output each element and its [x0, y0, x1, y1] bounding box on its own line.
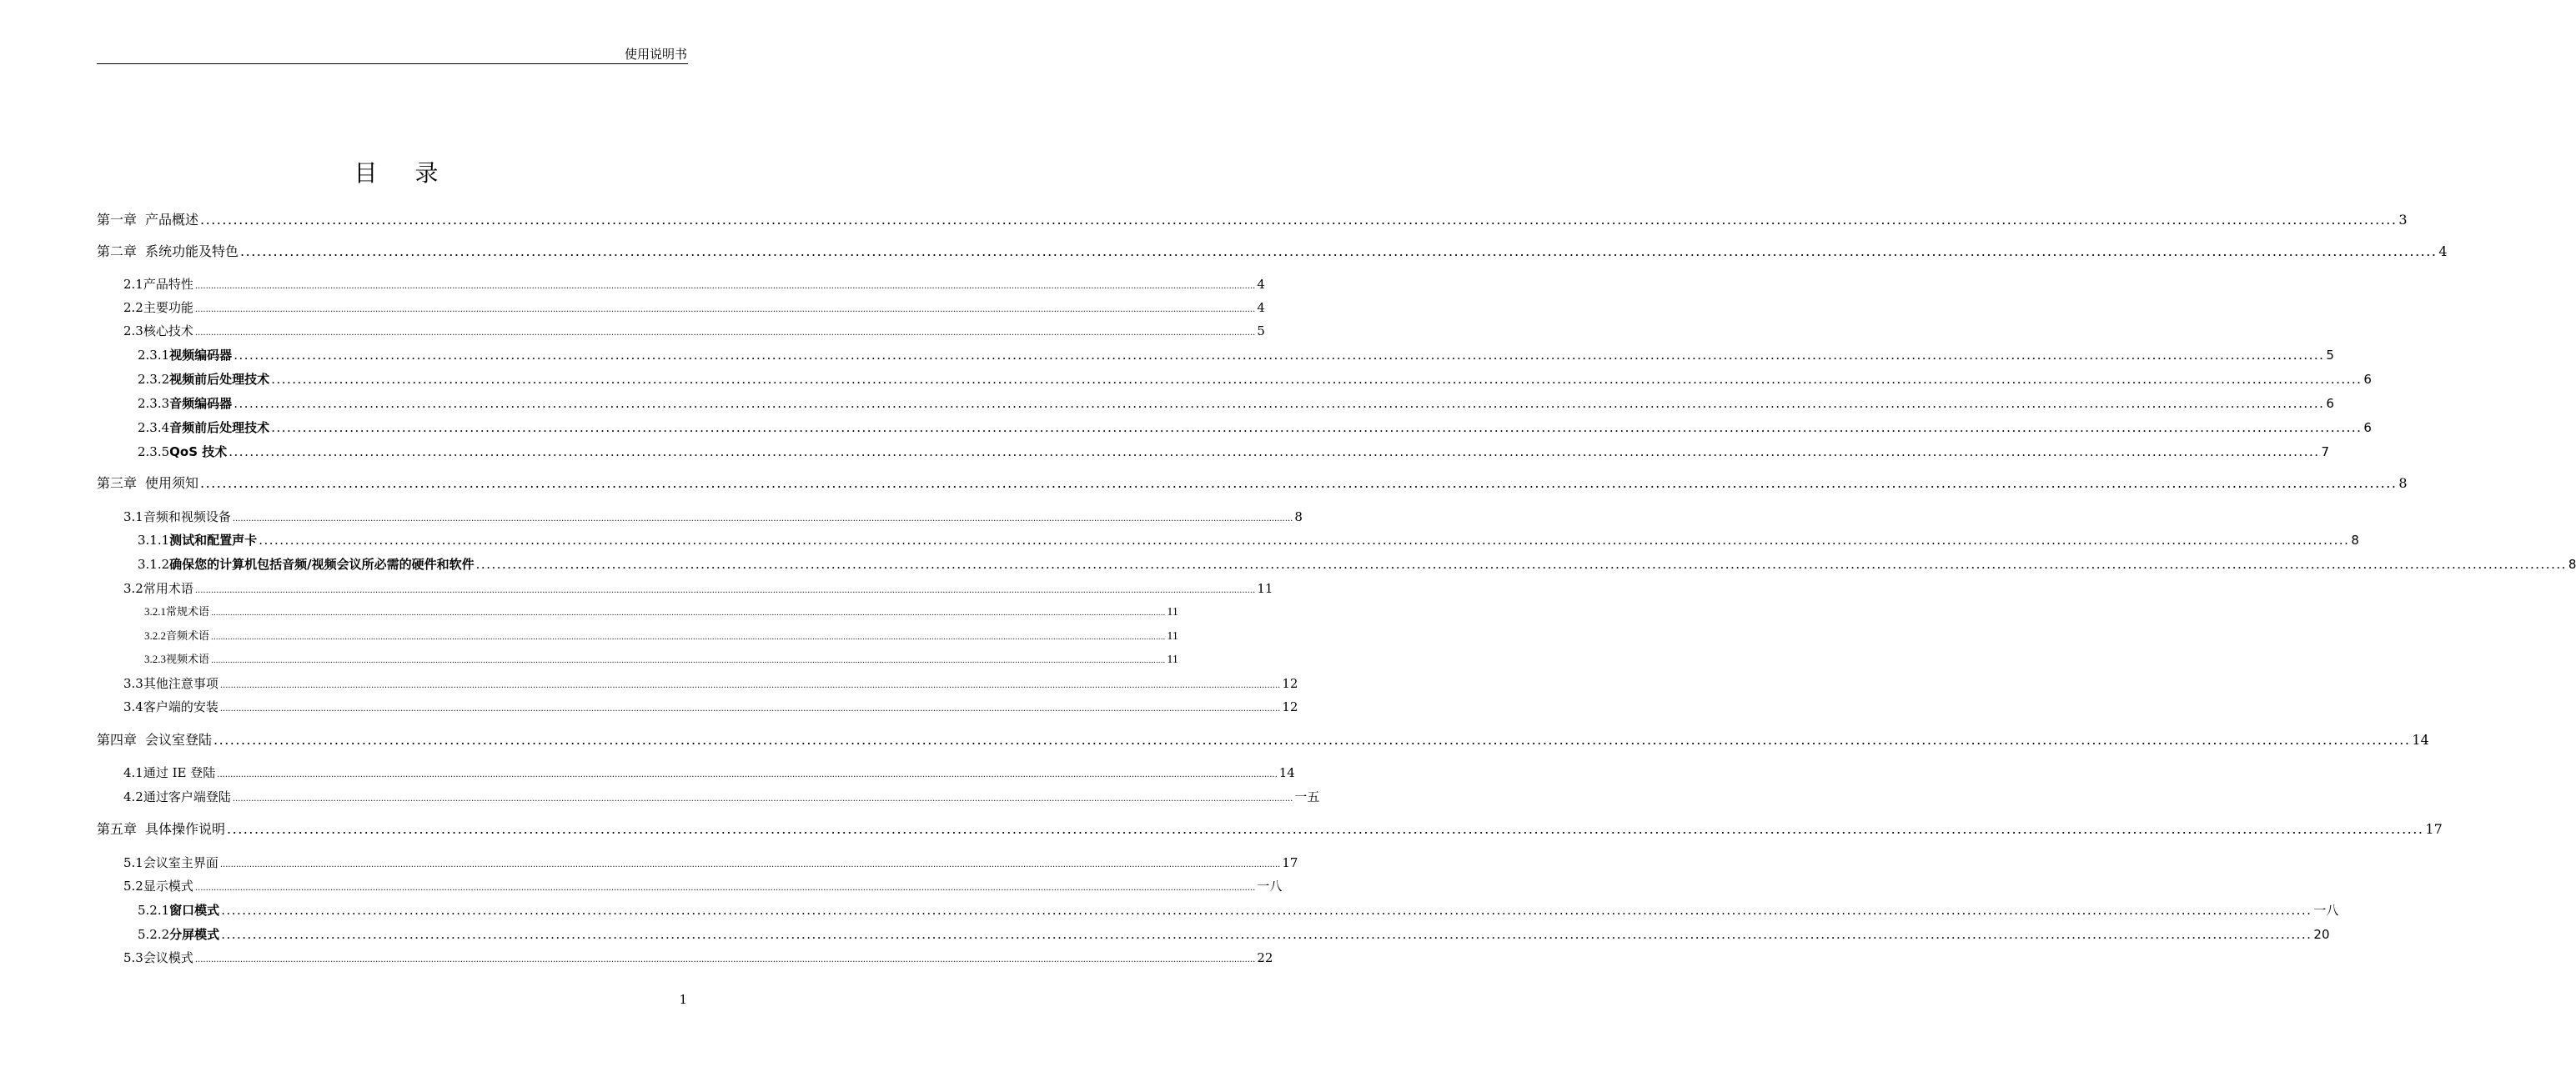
toc-entry-number: 3.4 — [123, 699, 143, 714]
toc-entry-number: 3.1.2 — [138, 557, 170, 572]
toc-entry-page: 17 — [1282, 855, 1298, 870]
toc-dot-leader: ................................................................................................................................................................................................................................................................................................................................................................................................................ — [228, 444, 2320, 459]
toc-entry[interactable] — [123, 948, 1273, 968]
toc-entry-page: 6 — [2363, 372, 2372, 387]
toc-entry-title: 常规术语 — [166, 606, 210, 619]
toc-dot-leader: ................................................................................................................................................................................................................................................................................................................................................................................................................ — [259, 533, 2350, 548]
toc-entry[interactable] — [138, 530, 2359, 550]
toc-entry[interactable] — [97, 730, 2429, 750]
toc-entry[interactable] — [138, 418, 2372, 438]
toc-entry-page: 11 — [1167, 654, 1178, 666]
toc-entry-title: 测试和配置声卡 — [169, 533, 258, 548]
toc-entry-page: 11 — [1257, 581, 1273, 596]
toc-dot-leader: ................................................................................................................................................................................................................................................................................................................................................................................................................ — [200, 475, 2398, 491]
toc-entry[interactable] — [123, 787, 1320, 807]
toc-entry[interactable] — [138, 345, 2334, 365]
toc-entry-page: 14 — [1278, 765, 1295, 780]
toc-entry-number: 5.2.1 — [138, 903, 170, 918]
toc-entry-number: 3.2.1 — [144, 605, 166, 618]
toc-entry-title: 分屏模式 — [169, 927, 220, 942]
toc-entry-title: 常用术语 — [143, 581, 193, 596]
toc-entry-title: QoS 技术 — [169, 444, 228, 459]
toc-entry[interactable] — [144, 602, 1178, 622]
toc-entry-page: 一八 — [2313, 903, 2339, 918]
toc-dot-leader: ................................................................................................................................................................................................................................................................................................................................................................................................................ — [227, 821, 2424, 837]
toc-entry-page: 一五 — [1294, 789, 1320, 804]
toc-entry-number: 3.1 — [123, 509, 143, 524]
toc-dot-leader: ................................................................................................................................................................................................................................................................................................................................................................................................................ — [233, 396, 2325, 411]
toc-entry-number: 第五章 — [97, 821, 138, 837]
toc-entry[interactable] — [123, 853, 1298, 873]
toc-entry-page: 6 — [2326, 396, 2334, 411]
toc-entry-number: 第四章 — [97, 732, 138, 748]
toc-entry-page: 4 — [1257, 277, 1265, 292]
toc-entry[interactable] — [123, 274, 1265, 294]
toc-dot-leader: ................................................................................................................................................................................................................................................................................................................................................................................................................ — [211, 634, 1166, 642]
header-title: 使用说明书 — [624, 47, 687, 62]
toc-entry-number: 5.2.2 — [138, 927, 170, 942]
toc-dot-leader: ................................................................................................................................................................................................................................................................................................................................................................................................................ — [475, 557, 2567, 572]
toc-entry[interactable] — [97, 242, 2448, 262]
page-number: 1 — [679, 992, 687, 1007]
toc-dot-leader: ................................................................................................................................................................................................................................................................................................................................................................................................................ — [194, 305, 1256, 314]
toc-entry-title: 通过客户端登陆 — [143, 789, 231, 804]
toc-entry-page: 11 — [1167, 606, 1178, 619]
toc-entry-title: 主要功能 — [143, 300, 193, 315]
toc-entry-number: 2.3.5 — [138, 444, 170, 459]
toc-entry-number: 2.3.2 — [138, 372, 170, 387]
toc-dot-leader: ................................................................................................................................................................................................................................................................................................................................................................................................................ — [194, 328, 1256, 338]
toc-entry[interactable] — [97, 210, 2408, 230]
toc-entry[interactable] — [138, 924, 2330, 944]
toc-entry-number: 2.2 — [123, 300, 143, 315]
toc-entry-title: 产品概述 — [145, 212, 199, 228]
toc-entry-number: 5.2 — [123, 879, 143, 894]
toc-dot-leader: ................................................................................................................................................................................................................................................................................................................................................................................................................ — [194, 955, 1256, 964]
toc-entry-page: 11 — [1167, 630, 1178, 643]
toc-entry-number: 3.3 — [123, 676, 143, 691]
toc-title: 目 录 — [354, 159, 454, 187]
toc-dot-leader: ................................................................................................................................................................................................................................................................................................................................................................................................................ — [194, 282, 1256, 291]
toc-entry[interactable] — [138, 442, 2330, 462]
toc-entry[interactable] — [144, 649, 1178, 669]
toc-dot-leader: ................................................................................................................................................................................................................................................................................................................................................................................................................ — [194, 884, 1256, 893]
toc-dot-leader: ................................................................................................................................................................................................................................................................................................................................................................................................................ — [194, 586, 1256, 595]
toc-entry-title: 会议模式 — [143, 950, 193, 965]
toc-dot-leader: ................................................................................................................................................................................................................................................................................................................................................................................................................ — [271, 420, 2363, 435]
toc-entry-number: 2.3.3 — [138, 396, 170, 411]
toc-entry-number: 2.3 — [123, 323, 143, 338]
toc-dot-leader: ................................................................................................................................................................................................................................................................................................................................................................................................................ — [219, 704, 1281, 714]
toc-entry-title: 显示模式 — [143, 879, 193, 894]
toc-entry-number: 5.1 — [123, 855, 143, 870]
toc-entry-title: 产品特性 — [143, 277, 193, 292]
toc-entry-number: 第三章 — [97, 475, 138, 491]
toc-entry-page: 一八 — [1257, 879, 1283, 894]
toc-entry-title: 视频编码器 — [169, 348, 233, 363]
toc-entry[interactable] — [97, 473, 2408, 493]
toc-entry-page: 8 — [1294, 509, 1303, 524]
toc-entry-page: 8 — [2398, 475, 2408, 491]
toc-entry-title: 具体操作说明 — [145, 821, 226, 837]
toc-entry-number: 3.2.2 — [144, 629, 166, 642]
toc-entry-title: 音频编码器 — [169, 396, 233, 411]
toc-entry-page: 8 — [2568, 557, 2576, 572]
toc-entry-page: 20 — [2313, 927, 2330, 942]
toc-dot-leader: ................................................................................................................................................................................................................................................................................................................................................................................................................ — [232, 514, 1293, 523]
toc-entry-number: 2.3.4 — [138, 420, 170, 435]
toc-entry[interactable] — [123, 507, 1303, 527]
toc-entry-page: 6 — [2363, 420, 2372, 435]
toc-dot-leader: ................................................................................................................................................................................................................................................................................................................................................................................................................ — [213, 732, 2411, 748]
toc-entry[interactable] — [123, 763, 1295, 783]
toc-entry-title: 其他注意事项 — [143, 676, 218, 691]
toc-entry[interactable] — [123, 697, 1298, 717]
toc-dot-leader: ................................................................................................................................................................................................................................................................................................................................................................................................................ — [233, 348, 2325, 363]
toc-entry-page: 14 — [2412, 732, 2429, 748]
toc-dot-leader: ................................................................................................................................................................................................................................................................................................................................................................................................................ — [219, 681, 1281, 690]
toc-entry-number: 2.1 — [123, 277, 143, 292]
toc-dot-leader: ................................................................................................................................................................................................................................................................................................................................................................................................................ — [232, 794, 1293, 804]
toc-entry-page: 12 — [1282, 676, 1298, 691]
toc-dot-leader: ................................................................................................................................................................................................................................................................................................................................................................................................................ — [219, 860, 1281, 869]
toc-entry-title: 通过 IE 登陆 — [143, 765, 216, 780]
toc-entry-page: 8 — [2351, 533, 2359, 548]
toc-entry-page: 22 — [1257, 950, 1273, 965]
toc-entry-number: 5.3 — [123, 950, 143, 965]
toc-entry[interactable] — [97, 819, 2443, 839]
toc-entry[interactable] — [144, 626, 1178, 646]
toc-entry-page: 4 — [2438, 243, 2448, 259]
toc-dot-leader: ................................................................................................................................................................................................................................................................................................................................................................................................................ — [217, 770, 1278, 779]
toc-entry-title: 音频术语 — [166, 630, 210, 643]
toc-entry-number: 第二章 — [97, 243, 138, 259]
toc-entry-number: 3.1.1 — [138, 533, 170, 548]
toc-entry-title: 核心技术 — [143, 323, 193, 338]
toc-entry[interactable] — [123, 298, 1265, 318]
toc-entry-title: 确保您的计算机包括音频/视频会议所必需的硬件和软件 — [169, 557, 475, 572]
toc-entry[interactable] — [138, 554, 2576, 574]
toc-dot-leader: ................................................................................................................................................................................................................................................................................................................................................................................................................ — [200, 212, 2398, 228]
toc-entry-page: 7 — [2321, 444, 2330, 459]
header-rule — [97, 63, 688, 64]
toc-entry-page: 4 — [1257, 300, 1265, 315]
toc-dot-leader: ................................................................................................................................................................................................................................................................................................................................................................................................................ — [221, 927, 2312, 942]
toc-entry-title: 会议室主界面 — [143, 855, 218, 870]
toc-entry-title: 视频前后处理技术 — [169, 372, 270, 387]
toc-entry[interactable] — [123, 876, 1283, 896]
toc-entry-page: 5 — [1257, 323, 1265, 338]
toc-entry-number: 3.2 — [123, 581, 143, 596]
toc-entry-number: 4.1 — [123, 765, 143, 780]
toc-entry-page: 12 — [1282, 699, 1298, 714]
toc-entry-title: 使用须知 — [145, 475, 199, 491]
toc-dot-leader: ................................................................................................................................................................................................................................................................................................................................................................................................................ — [240, 243, 2438, 259]
toc-entry-title: 窗口模式 — [169, 903, 220, 918]
toc-entry[interactable] — [138, 900, 2339, 920]
toc-entry-title: 会议室登陆 — [145, 732, 213, 748]
toc-entry-page: 17 — [2425, 821, 2443, 837]
toc-entry[interactable] — [123, 579, 1273, 599]
toc-entry-number: 2.3.1 — [138, 348, 170, 363]
toc-dot-leader: ................................................................................................................................................................................................................................................................................................................................................................................................................ — [271, 372, 2363, 387]
toc-entry-title: 系统功能及特色 — [145, 243, 239, 259]
toc-entry-number: 4.2 — [123, 789, 143, 804]
toc-dot-leader: ................................................................................................................................................................................................................................................................................................................................................................................................................ — [221, 903, 2312, 918]
toc-entry-title: 客户端的安装 — [143, 699, 218, 714]
toc-entry[interactable] — [138, 393, 2334, 413]
toc-entry-page: 3 — [2398, 212, 2408, 228]
toc-entry[interactable] — [123, 674, 1298, 694]
toc-dot-leader: ................................................................................................................................................................................................................................................................................................................................................................................................................ — [211, 657, 1166, 665]
toc-dot-leader: ................................................................................................................................................................................................................................................................................................................................................................................................................ — [211, 609, 1166, 618]
toc-entry-title: 音频前后处理技术 — [169, 420, 270, 435]
toc-entry-number: 3.2.3 — [144, 653, 166, 665]
toc-entry-title: 音频和视频设备 — [143, 509, 231, 524]
toc-entry-number: 第一章 — [97, 212, 138, 228]
toc-entry[interactable] — [123, 321, 1265, 341]
toc-entry-page: 5 — [2326, 348, 2334, 363]
toc-entry-title: 视频术语 — [166, 654, 210, 666]
toc-entry[interactable] — [138, 369, 2372, 389]
